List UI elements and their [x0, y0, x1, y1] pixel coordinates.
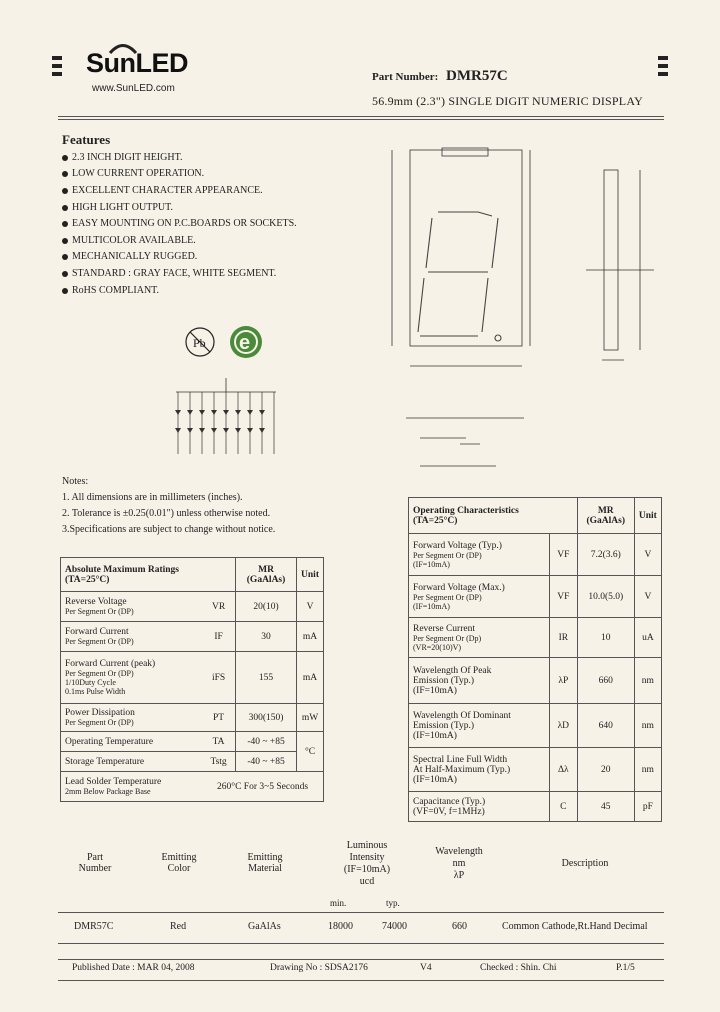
corner-mark — [52, 64, 62, 68]
col-min: min. — [330, 898, 347, 908]
table-row: Power Dissipation Per Segment Or (DP) PT 300(150) mW — [61, 704, 324, 732]
product-subtitle: 56.9mm (2.3") SINGLE DIGIT NUMERIC DISPLAY — [372, 94, 643, 108]
cell-description: Common Cathode,Rt.Hand Decimal — [502, 921, 648, 932]
cell-typ: 74000 — [382, 921, 407, 932]
cell-wavelength: 660 — [452, 921, 467, 932]
table-row: Wavelength Of Dominant Emission (Typ.) (IF=10mA) λD 640 nm — [409, 704, 662, 748]
bullet-icon — [62, 171, 68, 177]
sunled-logo: SunLED — [86, 48, 188, 78]
col-luminous: Luminous Intensity (IF=10mA) ucd — [343, 840, 391, 887]
circuit-diagram — [168, 366, 288, 470]
corner-mark — [52, 56, 62, 60]
bullet-icon — [62, 188, 68, 194]
table-row: Lead Solder Temperature 2mm Below Package Base 260°C For 3~5 Seconds — [61, 772, 324, 802]
divider — [58, 119, 664, 120]
feature-item: LOW CURRENT OPERATION. — [62, 168, 204, 179]
table-row: Forward Voltage (Max.) Per Segment Or (DP) (IF=10mA) VF 10.0(5.0) V — [409, 576, 662, 618]
page-number: P.1/5 — [616, 963, 635, 973]
divider — [58, 959, 664, 960]
table-row: Storage Temperature Tstg -40 ~ +85 — [61, 752, 324, 772]
feature-item: 2.3 INCH DIGIT HEIGHT. — [62, 152, 182, 163]
bullet-icon — [62, 221, 68, 227]
table-row: Capacitance (Typ.) (VF=0V, f=1MHz) C 45 pF — [409, 792, 662, 822]
table-row: Forward Current (peak) Per Segment Or (DP) 1/10Duty Cycle 0.1ms Pulse Width iFS 155 mA — [61, 652, 324, 704]
drawing-number: Drawing No : SDSA2176 — [270, 963, 368, 973]
cell-part: DMR57C — [74, 921, 114, 932]
display-outline-drawing — [380, 128, 580, 398]
table-row: Spectral Line Full Width At Half-Maximum (Typ.) (IF=10mA) Δλ 20 nm — [409, 748, 662, 792]
col-material: Emitting Material — [247, 852, 283, 874]
features-title: Features — [62, 132, 111, 147]
table-header-row: Absolute Maximum Ratings (TA=25°C) MR (GaAlAs) Unit — [61, 558, 324, 592]
corner-mark — [52, 72, 62, 76]
cell-color: Red — [170, 921, 187, 932]
part-number: DMR57C — [446, 68, 508, 84]
divider — [58, 980, 664, 981]
table-header-row: Operating Characteristics (TA=25°C) MR (GaAlAs) Unit — [409, 498, 662, 534]
cell-material: GaAlAs — [248, 921, 281, 932]
divider — [58, 116, 664, 117]
rohs-text: e — [239, 332, 251, 354]
bullet-icon — [62, 155, 68, 161]
version: V4 — [420, 963, 432, 973]
logo-arc-icon — [108, 40, 138, 54]
note-item: 1. All dimensions are in millimeters (inches). — [62, 492, 243, 503]
bullet-icon — [62, 254, 68, 260]
bullet-icon — [62, 238, 68, 244]
table-row: Operating Temperature TA -40 ~ +85 °C — [61, 732, 324, 752]
bullet-icon — [62, 271, 68, 277]
col-part: Part Number — [78, 852, 112, 874]
table-row: Reverse Current Per Segment Or (Dp) (VR=20(10)V) IR 10 uA — [409, 618, 662, 658]
side-view-drawing — [584, 150, 664, 390]
table-row: Wavelength Of Peak Emission (Typ.) (IF=10mA) λP 660 nm — [409, 658, 662, 704]
feature-item: STANDARD : GRAY FACE, WHITE SEGMENT. — [62, 268, 276, 279]
corner-mark — [658, 64, 668, 68]
feature-item: EXCELLENT CHARACTER APPEARANCE. — [62, 185, 263, 196]
table-row: Forward Voltage (Typ.) Per Segment Or (DP) (IF=10mA) VF 7.2(3.6) V — [409, 534, 662, 576]
bullet-icon — [62, 205, 68, 211]
absolute-max-ratings-table — [60, 557, 324, 802]
col-description: Description — [561, 858, 609, 869]
published-date: Published Date : MAR 04, 2008 — [72, 963, 195, 973]
col-color: Emitting Color — [161, 852, 197, 874]
feature-item: EASY MOUNTING ON P.C.BOARDS OR SOCKETS. — [62, 218, 297, 229]
corner-mark — [658, 56, 668, 60]
cell-min: 18000 — [328, 921, 353, 932]
table-row: Reverse Voltage Per Segment Or (DP) VR 20(10) V — [61, 592, 324, 622]
divider — [58, 912, 664, 913]
feature-item: RoHS COMPLIANT. — [62, 285, 159, 296]
feature-item: MULTICOLOR AVAILABLE. — [62, 235, 196, 246]
col-typ: typ. — [386, 898, 400, 908]
feature-item: HIGH LIGHT OUTPUT. — [62, 202, 173, 213]
operating-characteristics-table — [408, 497, 662, 822]
pb-free-icon — [184, 326, 216, 358]
col-wavelength: Wavelength nm λP — [435, 846, 483, 881]
pb-text: Pb — [193, 336, 206, 350]
pin-view-drawing — [400, 408, 530, 492]
part-number-label: Part Number: — [372, 71, 439, 83]
bullet-icon — [62, 288, 68, 294]
website-url: www.SunLED.com — [92, 83, 175, 94]
rohs-icon — [228, 324, 264, 360]
note-item: 3.Specifications are subject to change without notice. — [62, 524, 276, 535]
divider — [58, 943, 664, 944]
checked-by: Checked : Shin. Chi — [480, 963, 557, 973]
notes-title: Notes: — [62, 476, 89, 487]
table-row: Forward Current Per Segment Or (DP) IF 30 mA — [61, 622, 324, 652]
note-item: 2. Tolerance is ±0.25(0.01") unless otherwise noted. — [62, 508, 271, 519]
corner-mark — [658, 72, 668, 76]
feature-item: MECHANICALLY RUGGED. — [62, 251, 197, 262]
